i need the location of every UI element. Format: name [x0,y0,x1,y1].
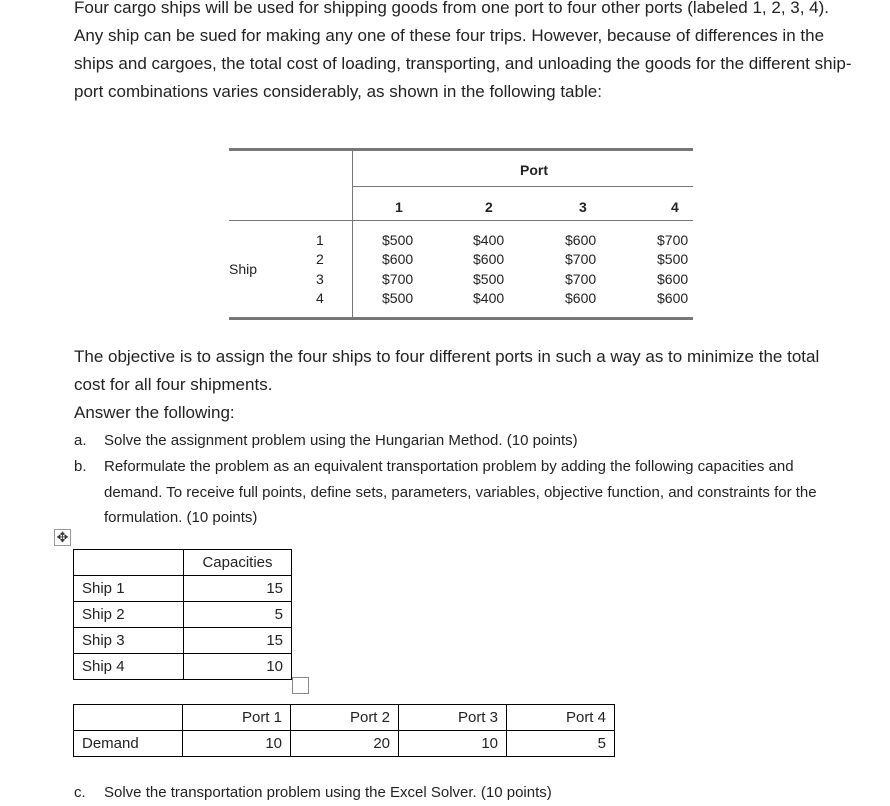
demand-cell: 5 [507,731,615,757]
ship-label-3: 3 [316,271,324,287]
item-text: Solve the assignment problem using the Hungarian Method. (10 points) [104,432,578,449]
table-row [74,550,292,576]
cost-cell: $400 [473,232,505,248]
table-row [74,705,615,731]
move-arrows-icon[interactable]: ✥ [54,529,71,546]
answer-heading: Answer the following: [74,403,235,422]
port-label-2: 2 [485,199,493,215]
ship-cell: Ship 3 [74,628,184,654]
cost-cell: $600 [473,251,505,267]
ship-header: Ship [229,261,258,277]
cost-cell: $700 [382,271,414,287]
table-row [74,576,292,602]
port-header-cell: Port 1 [183,705,291,731]
table-vertical-rule [352,151,353,317]
objective-paragraph: The objective is to assign the four ships to four different ports in such a way as to minimize the total cost for all four shipments. [74,347,820,394]
demand-cell: 10 [399,731,507,757]
ship-label-4: 4 [316,290,324,306]
item-text: Reformulate the problem as an equivalent transportation problem by adding the following capacities and demand. To receive full points, define sets, parameters, variables, objective function, and constraints for the formulation. (10 points) [104,458,817,526]
ship-cell: Ship 1 [74,576,184,602]
cost-cell: $500 [382,232,414,248]
ship-label-2: 2 [316,251,324,267]
table-row [74,602,292,628]
cost-cell: $600 [565,290,597,306]
port-header-cell: Port 4 [507,705,615,731]
checkbox-icon[interactable] [292,677,309,694]
demand-cell: 20 [291,731,399,757]
table-row [74,654,292,680]
port-header-rule [353,186,693,187]
cost-cell: $600 [657,290,689,306]
demand-label: Demand [74,731,183,757]
table-cell-blank [74,705,183,731]
cost-cell: $600 [657,271,689,287]
capacity-cell: 10 [184,654,292,680]
item-text: Solve the transportation problem using the Excel Solver. (10 points) [104,784,552,801]
demand-table [73,704,615,757]
port-label-1: 1 [395,199,403,215]
intro-paragraph: Four cargo ships will be used for shipping goods from one port to four other ports (labeled 1, 2, 3, 4). Any ship can be sued for making any one of these four trips. However, because of differences in the ships and cargoes, the total cost of loading, transporting, and unloading the goods for the different ship-port combinations varies considerably, as shown in the following table: [74,0,852,101]
item-label: b. [74,458,87,475]
cost-cell: $500 [657,251,689,267]
capacities-table [73,549,292,680]
capacities-header: Capacities [184,550,292,576]
cost-table [229,148,693,320]
ship-cell: Ship 4 [74,654,184,680]
capacity-cell: 15 [184,628,292,654]
ship-cell: Ship 2 [74,602,184,628]
cost-cell: $600 [565,232,597,248]
port-label-3: 3 [579,199,587,215]
demand-cell: 10 [183,731,291,757]
table-row [74,628,292,654]
item-label: a. [74,432,87,449]
cost-cell: $700 [565,271,597,287]
header-rule [229,220,693,221]
item-label: c. [74,784,86,801]
port-header: Port [520,162,548,178]
cost-cell: $500 [382,290,414,306]
port-label-4: 4 [671,199,679,215]
cost-cell: $600 [382,251,414,267]
ship-label-1: 1 [316,232,324,248]
cost-cell: $700 [657,232,689,248]
table-top-rule [229,148,693,151]
table-row [74,731,615,757]
cost-cell: $400 [473,290,505,306]
cost-cell: $500 [473,271,505,287]
cost-cell: $700 [565,251,597,267]
port-header-cell: Port 2 [291,705,399,731]
port-header-cell: Port 3 [399,705,507,731]
table-bottom-rule [229,317,693,320]
capacity-cell: 5 [184,602,292,628]
table-cell-blank [74,550,184,576]
capacity-cell: 15 [184,576,292,602]
